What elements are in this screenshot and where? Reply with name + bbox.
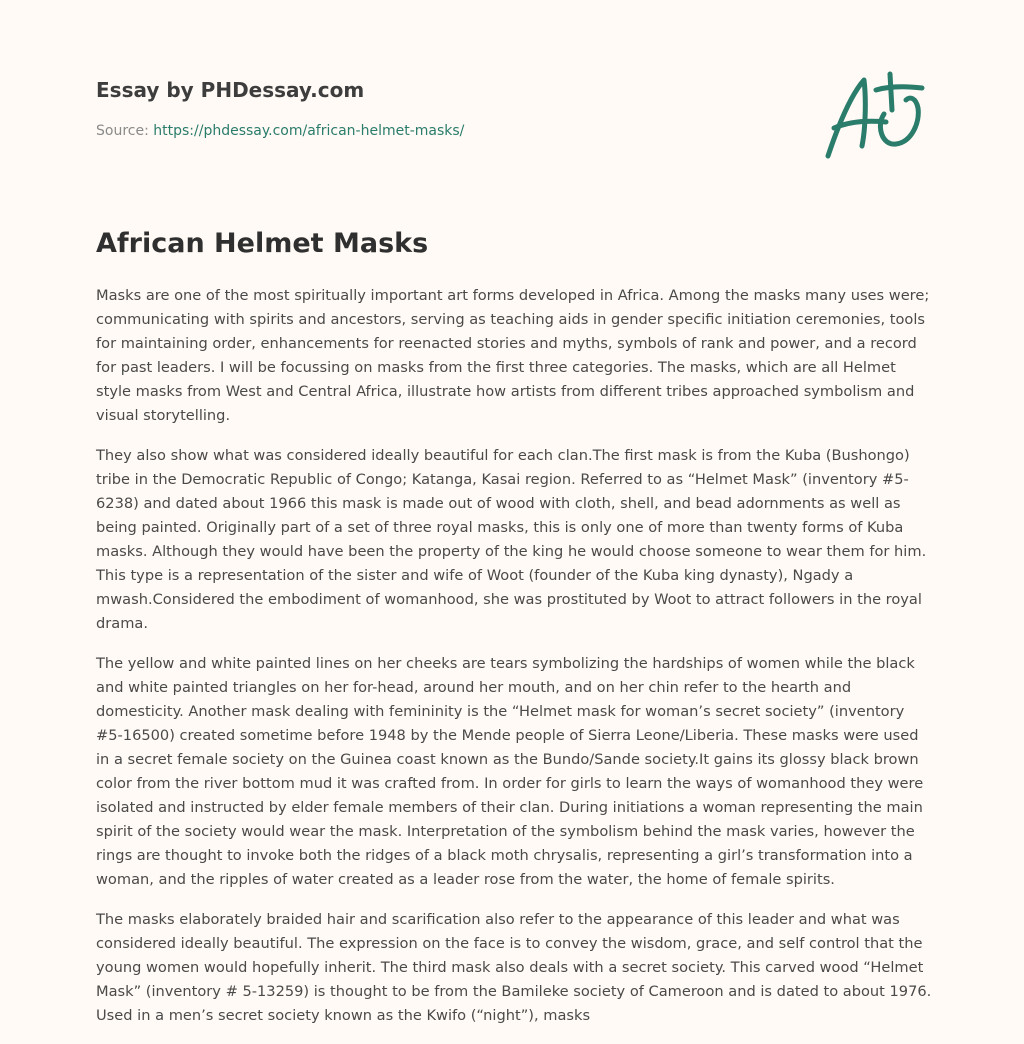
article-title: African Helmet Masks — [96, 228, 429, 259]
source-line — [96, 121, 796, 141]
a-plus-logo-icon — [820, 66, 930, 166]
source-link[interactable]: https://phdessay.com/african-helmet-masks/ — [153, 123, 465, 139]
site-brand[interactable]: Essay by PHDessay.com — [96, 78, 365, 102]
paragraph: The masks elaborately braided hair and scarification also refer to the appearance of this leader and what was considered ideally beautiful. The expression on the face is to convey the wisdom, grace, and self control that the young women would hopefully inherit. The third mask also deals with a secret society. This carved wood “Helmet Mask” (inventory # 5-13259) is thought to be from the Bamileke society of Cameroon and is dated to about 1976. Used in a men’s secret society known as the Kwifo (“night”), masks — [96, 911, 932, 1024]
article-body — [96, 284, 932, 1044]
paragraph: They also show what was considered ideally beautiful for each clan.The first mask is from the Kuba (Bushongo) tribe in the Democratic Republic of Congo; Katanga, Kasai region. Referred to as “Helmet Mask” (inventory #5-6238) and dated about 1966 this mask is made out of wood with cloth, shell, and bead adornments as well as being painted. Originally part of a set of three royal masks, this is only one of more than twenty forms of Kuba masks. Although they would have been the property of the king he would choose someone to wear them for him. This type is a representation of the sister and wife of Woot (founder of the Kuba king dynasty), Ngady a mwash.Considered the embodiment of womanhood, she was prostituted by Woot to attract followers in the royal drama. — [96, 447, 927, 632]
paragraph: The yellow and white painted lines on her cheeks are tears symbolizing the hardships of women while the black and white painted triangles on her for-head, around her mouth, and on her chin refer to the hearth and domesticity. Another mask dealing with femininity is the “Helmet mask for woman’s secret society” (inventory #5-16500) created sometime before 1948 by the Mende people of Sierra Leone/Liberia. These masks were used in a secret female society on the Guinea coast known as the Bundo/Sande society.It gains its glossy black brown color from the river bottom mud it was crafted from. In order for girls to learn the ways of womanhood they were isolated and instructed by elder female members of their clan. During initiations a woman representing the main spirit of the society would wear the mask. Interpretation of the symbolism behind the mask varies, however the rings are thought to invoke both the ridges of a black moth chrysalis, representing a girl’s transformation into a woman, and the ripples of water created as a leader rose from the water, the home of female spirits. — [96, 655, 924, 888]
source-label: Source: — [96, 123, 154, 139]
paragraph: Masks are one of the most spiritually important art forms developed in Africa. Among the masks many uses were; communicating with spirits and ancestors, serving as teaching aids in gender specific initiation ceremonies, tools for maintaining order, enhancements for reenacted stories and myths, symbols of rank and power, and a record for past leaders. I will be focussing on masks from the first three categories. The masks, which are all Helmet style masks from West and Central Africa, illustrate how artists from different tribes approached symbolism and visual storytelling. — [96, 287, 930, 424]
page-header — [96, 76, 796, 141]
